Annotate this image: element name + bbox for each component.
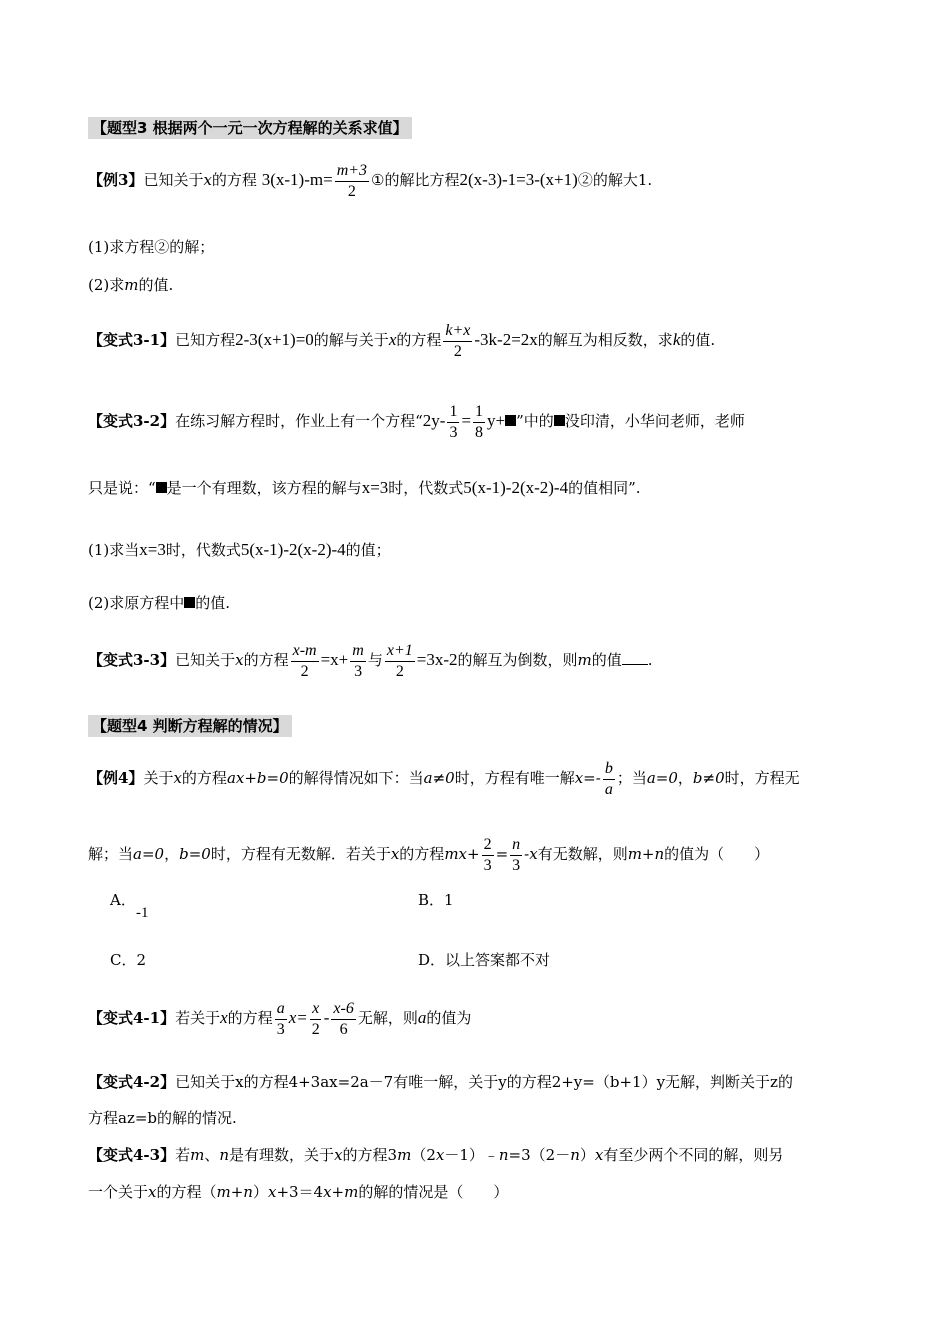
math: x=3 bbox=[139, 540, 166, 559]
fraction-numerator: x-6 bbox=[331, 1000, 355, 1020]
math: = bbox=[461, 411, 472, 431]
fraction bbox=[331, 1000, 355, 1038]
text: 时，方程无 bbox=[724, 769, 800, 788]
text: +3＝4 bbox=[276, 1183, 324, 1201]
variant-3-1 bbox=[88, 322, 715, 360]
fraction-numerator: b bbox=[603, 760, 615, 780]
variant-4-1-tag: 【变式4-1】 bbox=[88, 1009, 176, 1028]
black-square-icon bbox=[505, 415, 516, 426]
equation-2: 2(x-3)-1=3-(x+1) bbox=[459, 170, 578, 190]
text: 在练习解方程时，作业上有一个方程“ bbox=[175, 412, 423, 431]
text: 时，代数式 bbox=[165, 541, 241, 559]
text: ②的解大1. bbox=[577, 171, 653, 190]
fraction-numerator: a bbox=[275, 1000, 287, 1020]
math-var: n bbox=[570, 1146, 580, 1164]
text: 的方程 bbox=[181, 769, 227, 788]
text: 的解互为倒数，则 bbox=[457, 651, 578, 670]
math-var: m bbox=[190, 1146, 205, 1164]
math-var: x bbox=[235, 651, 244, 670]
text: 时，方程有唯一解 bbox=[454, 769, 575, 788]
math: b≠0 bbox=[692, 769, 725, 788]
text: 时，方程有无数解．若关于 bbox=[210, 845, 391, 864]
text: 的方程（ bbox=[156, 1183, 217, 1201]
fraction bbox=[443, 322, 472, 360]
variant-4-2-tag: 【变式4-2】 bbox=[88, 1073, 176, 1091]
fraction-denominator: a bbox=[604, 780, 613, 798]
text: 的解的情况是（ ） bbox=[358, 1183, 509, 1201]
fraction bbox=[310, 1000, 322, 1038]
math-var: m bbox=[577, 651, 592, 670]
text: ） bbox=[579, 1146, 595, 1164]
fraction-numerator: k+x bbox=[443, 322, 472, 342]
variant-4-3-line-1 bbox=[88, 1145, 783, 1165]
variant-3-2-line-2 bbox=[88, 478, 641, 498]
variant-3-3-tag: 【变式3-3】 bbox=[88, 651, 176, 670]
text: 的解与关于 bbox=[313, 331, 389, 350]
fraction bbox=[510, 836, 522, 874]
variant-3-1-tag: 【变式3-1】 bbox=[88, 331, 176, 350]
fraction-denominator: 2 bbox=[453, 342, 462, 360]
fraction bbox=[473, 403, 485, 441]
fraction bbox=[291, 642, 319, 680]
text: =3（2－ bbox=[508, 1146, 571, 1164]
variant-3-3 bbox=[88, 642, 653, 680]
fraction-denominator: 3 bbox=[512, 856, 521, 874]
example-3-question-1: (1)求方程②的解； bbox=[88, 238, 215, 256]
text: 与 bbox=[367, 651, 383, 670]
fraction bbox=[385, 642, 415, 680]
math: =3x-2 bbox=[416, 650, 458, 670]
text: 的值. bbox=[680, 331, 716, 350]
example-3-question-2 bbox=[88, 275, 173, 295]
math-var: n bbox=[498, 1146, 509, 1164]
option-a-label: A． bbox=[110, 891, 136, 909]
text: 的值为 bbox=[426, 1009, 472, 1028]
text: 已知关于 bbox=[143, 171, 204, 190]
equation: 2-3(x+1)=0 bbox=[235, 330, 314, 350]
text: (1)求当 bbox=[88, 541, 140, 559]
example-3-tag: 【例3】 bbox=[88, 171, 144, 190]
math: x+m bbox=[323, 1183, 359, 1201]
math: x=- bbox=[574, 769, 601, 788]
text: 时，代数式 bbox=[388, 479, 464, 497]
text: 的方程 bbox=[399, 845, 445, 864]
section-3-header bbox=[88, 117, 412, 139]
fraction-denominator: 2 bbox=[347, 182, 356, 200]
text: 若 bbox=[175, 1146, 191, 1164]
variant-4-3-line-2 bbox=[88, 1182, 508, 1202]
fraction-numerator: m+3 bbox=[335, 162, 369, 182]
math-var: x bbox=[594, 1146, 604, 1164]
variant-4-2-line-1 bbox=[88, 1072, 793, 1092]
text: . bbox=[647, 651, 653, 670]
section-3-title: 【题型3 根据两个一元一次方程解的关系求值】 bbox=[88, 117, 412, 139]
text: (2)求原方程中 bbox=[88, 594, 185, 612]
fraction bbox=[350, 642, 366, 680]
math: x=3 bbox=[361, 478, 389, 497]
text: 的方程 bbox=[211, 171, 257, 190]
option-c[interactable]: C．2 bbox=[110, 951, 147, 969]
text: (2)求 bbox=[88, 276, 125, 294]
black-square-icon bbox=[554, 415, 565, 426]
text: 的值； bbox=[345, 541, 391, 559]
math-var: x bbox=[435, 1146, 445, 1164]
variant-4-2-line-2: 方程az=b的解的情况. bbox=[88, 1109, 237, 1127]
text: ①的解比方程 bbox=[371, 171, 460, 190]
math-var: x bbox=[203, 171, 212, 190]
text: ） bbox=[252, 1183, 268, 1201]
math: = bbox=[495, 845, 509, 864]
variant-3-2-question-2 bbox=[88, 593, 230, 613]
text: 的值. bbox=[195, 594, 231, 612]
math-var: x bbox=[267, 1183, 277, 1201]
math-var: m bbox=[397, 1146, 412, 1164]
fraction-numerator: m bbox=[350, 642, 366, 662]
math: - bbox=[323, 1008, 330, 1028]
math-var: n bbox=[219, 1146, 230, 1164]
math: 2y- bbox=[422, 411, 446, 431]
variant-3-2-question-1 bbox=[88, 540, 391, 560]
math: m+n bbox=[627, 845, 665, 864]
fraction-denominator: 3 bbox=[276, 1020, 285, 1038]
text: ；当 bbox=[616, 769, 647, 788]
math: 5(x-1)-2(x-2)-4 bbox=[240, 540, 346, 559]
text: 的方程3 bbox=[342, 1146, 398, 1164]
math-var: x bbox=[390, 845, 400, 864]
text: 是有理数，关于 bbox=[229, 1146, 335, 1164]
math-var: a bbox=[417, 1008, 427, 1028]
text: －1）﹣ bbox=[444, 1146, 499, 1164]
fraction bbox=[603, 760, 615, 798]
fraction-denominator: 2 bbox=[395, 662, 404, 680]
text: 解；当 bbox=[88, 845, 134, 864]
math: b=0 bbox=[179, 845, 211, 864]
math: -x bbox=[524, 845, 538, 864]
text: 的值 bbox=[591, 651, 622, 670]
math: a=0 bbox=[133, 845, 165, 864]
text: 只是说：“ bbox=[88, 479, 156, 497]
fraction-numerator: x+1 bbox=[385, 642, 415, 662]
fraction-denominator: 6 bbox=[339, 1020, 348, 1038]
math: y+ bbox=[487, 411, 506, 431]
fraction-numerator: 1 bbox=[473, 403, 485, 423]
section-4-header bbox=[88, 715, 292, 737]
section-4-title: 【题型4 判断方程解的情况】 bbox=[88, 715, 292, 737]
option-a[interactable] bbox=[110, 890, 136, 910]
answer-blank[interactable] bbox=[622, 664, 648, 665]
example-3-statement bbox=[88, 162, 652, 200]
text: 已知关于x的方程4+3ax=2a－7有唯一解，关于y的方程2+y=（b+1）y无解，判断关于z的 bbox=[175, 1073, 793, 1091]
text: 没印清，小华问老师，老师 bbox=[564, 412, 745, 431]
variant-3-2-tag: 【变式3-2】 bbox=[88, 412, 176, 431]
text: 的方程 bbox=[243, 651, 289, 670]
math-var: x bbox=[220, 1008, 228, 1028]
text: 无解，则 bbox=[357, 1009, 418, 1028]
fraction bbox=[275, 1000, 287, 1038]
text: 的值. bbox=[138, 276, 174, 294]
math-var: x bbox=[334, 1146, 343, 1164]
math-var: x bbox=[388, 330, 397, 350]
option-d[interactable]: D．以上答案都不对 bbox=[418, 951, 551, 969]
math: mx+ bbox=[444, 845, 480, 864]
option-a-value: -1 bbox=[136, 905, 149, 921]
variant-4-3-tag: 【变式4-3】 bbox=[88, 1146, 176, 1164]
text: 的解互为相反数，求 bbox=[537, 331, 673, 350]
text: ， bbox=[164, 845, 180, 864]
text: 的方程 bbox=[227, 1009, 273, 1028]
fraction-denominator: 2 bbox=[311, 1020, 320, 1038]
text: ”中的 bbox=[516, 412, 554, 431]
math: =x+ bbox=[320, 650, 349, 670]
variant-3-2-line-1 bbox=[88, 403, 745, 441]
text: 的值相同”. bbox=[568, 479, 641, 497]
example-4-tag: 【例4】 bbox=[88, 769, 144, 788]
fraction-denominator: 3 bbox=[483, 856, 492, 874]
text: 是一个有理数，该方程的解与 bbox=[166, 479, 362, 497]
fraction-denominator: 3 bbox=[449, 423, 458, 441]
text: ， bbox=[677, 769, 693, 788]
fraction-numerator: n bbox=[510, 836, 522, 856]
fraction-denominator: 2 bbox=[300, 662, 309, 680]
math: a≠0 bbox=[423, 769, 455, 788]
black-square-icon bbox=[184, 597, 195, 608]
math-var: x bbox=[173, 769, 182, 788]
text: 已知方程 bbox=[175, 331, 236, 350]
text: 已知关于 bbox=[175, 651, 236, 670]
fraction-numerator: x-m bbox=[291, 642, 319, 662]
black-square-icon bbox=[156, 482, 167, 493]
example-4-line-1 bbox=[88, 760, 800, 798]
text: 的值为（ ） bbox=[664, 845, 770, 864]
fraction-denominator: 3 bbox=[354, 662, 363, 680]
fraction-numerator: 1 bbox=[447, 403, 459, 423]
text: 若关于 bbox=[175, 1009, 221, 1028]
text: （2 bbox=[411, 1146, 436, 1164]
math: a=0 bbox=[646, 769, 678, 788]
text: 有无数解，则 bbox=[537, 845, 628, 864]
text: 有至少两个不同的解，则另 bbox=[603, 1146, 784, 1164]
fraction-numerator: x bbox=[310, 1000, 321, 1020]
math: 5(x-1)-2(x-2)-4 bbox=[463, 478, 569, 497]
fraction bbox=[482, 836, 494, 874]
fraction bbox=[335, 162, 369, 200]
math: ax+b=0 bbox=[226, 769, 289, 788]
text: 、 bbox=[204, 1146, 220, 1164]
text: 一个关于 bbox=[88, 1183, 149, 1201]
fraction bbox=[447, 403, 459, 441]
text: 的方程 bbox=[396, 331, 442, 350]
math: x= bbox=[288, 1008, 308, 1028]
text: 的解得情况如下：当 bbox=[288, 769, 424, 788]
math-var: k bbox=[672, 330, 681, 350]
fraction-denominator: 8 bbox=[475, 423, 484, 441]
example-4-line-2 bbox=[88, 836, 769, 874]
text: 关于 bbox=[143, 769, 174, 788]
math-var: m bbox=[124, 276, 139, 294]
equation: -3k-2=2x bbox=[474, 330, 538, 350]
equation-1-lhs: 3(x-1)-m= bbox=[261, 170, 333, 190]
option-b[interactable]: B．1 bbox=[418, 891, 454, 909]
fraction-numerator: 2 bbox=[482, 836, 494, 856]
math: m+n bbox=[216, 1183, 253, 1201]
variant-4-1 bbox=[88, 1000, 471, 1038]
math-var: x bbox=[148, 1183, 157, 1201]
